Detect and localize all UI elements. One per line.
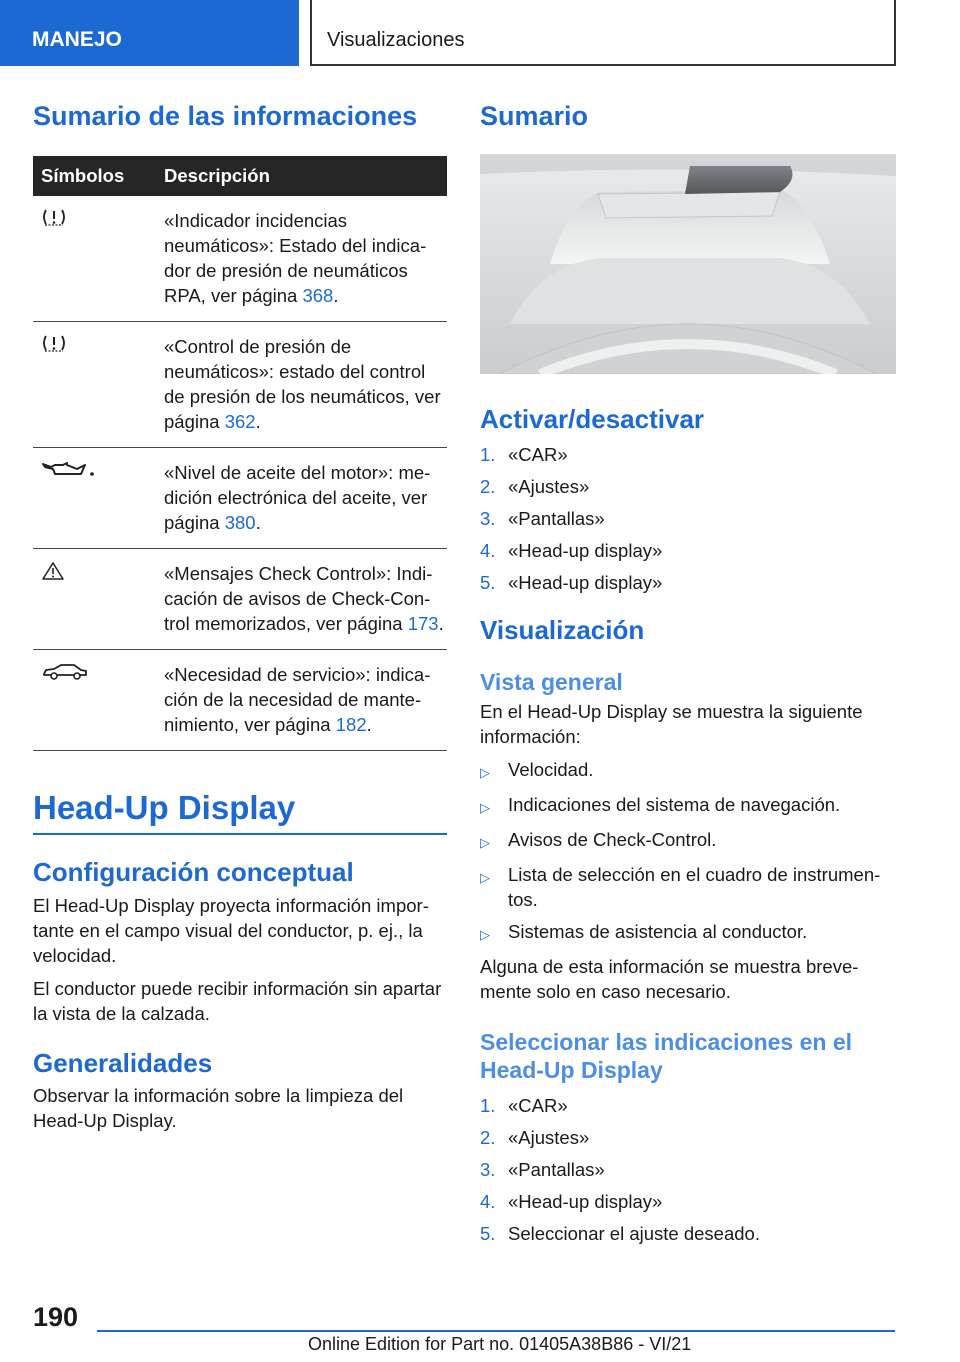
service-car-icon (41, 662, 152, 680)
overview-heading: Vista general (480, 668, 623, 695)
section-tab: MANEJO (0, 0, 299, 66)
page-link[interactable]: 182 (335, 714, 367, 736)
concept-paragraph-2: El conductor puede recibir información sin apartar la vista de la calzada. (33, 977, 442, 1024)
general-paragraph: Observar la información sobre la limpieza del Head-Up Display. (33, 1084, 404, 1131)
table-row (33, 448, 447, 549)
header-underline (310, 64, 896, 66)
list-item: 4. «Head-up display» (480, 1191, 663, 1213)
footer-rule (97, 1330, 895, 1332)
bullet-triangle-icon: ▷ (480, 869, 490, 885)
header-divider (310, 0, 312, 66)
page-link[interactable]: 380 (224, 512, 256, 534)
page-number: 190 (33, 1302, 79, 1332)
right-column (480, 100, 896, 1253)
list-item: ▷ Avisos de Check-Control. (480, 827, 896, 855)
page-title: Visualizaciones (327, 29, 465, 51)
page-link[interactable]: 362 (224, 411, 256, 433)
activate-steps (480, 442, 896, 595)
activate-heading: Activar/desactivar (480, 404, 705, 435)
hud-heading: Head-Up Display (33, 789, 447, 835)
list-item: 3. «Pantallas» (480, 1159, 605, 1181)
select-steps (480, 1093, 896, 1246)
table-row (33, 549, 447, 650)
bullet-triangle-icon: ▷ (480, 834, 490, 850)
table-row (33, 650, 447, 751)
warning-triangle-icon (41, 561, 152, 581)
list-item: 3. «Pantallas» (480, 507, 605, 529)
tire-pressure-warning-icon (41, 208, 152, 226)
list-item: 1. «CAR» (480, 443, 568, 465)
list-item: ▷ Indicaciones del sistema de navegación. (480, 792, 896, 820)
concept-paragraph-1: El Head-Up Display proyecta información importante en el campo visual del conductor, p. ej., la velocidad. (33, 894, 429, 966)
display-heading: Visualización (480, 614, 645, 645)
edition-note: Online Edition for Part no. 01405A38B86 - VI/21 (308, 1334, 692, 1354)
page-link[interactable]: 368 (302, 285, 334, 307)
list-item: ▷ Velocidad. (480, 757, 896, 785)
row-description: «Control de presión de neumáticos»: estado del control de presión de los neumáticos, ver página 362. (160, 322, 447, 448)
list-item: ▷ Lista de selección en el cuadro de instrumentos. (480, 863, 881, 910)
bullet-triangle-icon: ▷ (480, 926, 490, 942)
left-column (33, 100, 447, 1133)
table-row (33, 196, 447, 322)
list-item: 2. «Ajustes» (480, 475, 590, 497)
list-item: ▷ Sistemas de asistencia al conductor. (480, 919, 896, 947)
overview-paragraph: En el Head-Up Display se muestra la siguiente información: (480, 700, 863, 747)
list-item: 5. Seleccionar el ajuste deseado. (480, 1223, 760, 1245)
row-description: «Necesidad de servicio»: indicación de la necesidad de mantenimiento, ver página 182. (160, 650, 447, 751)
oil-can-icon (41, 460, 152, 478)
list-item: 4. «Head-up display» (480, 539, 663, 561)
summary-heading: Sumario de las informaciones (33, 101, 418, 131)
row-description: «Mensajes Check Control»: Indicación de avisos de Check-Control memorizados, ver página 173. (160, 549, 447, 650)
info-bullets (480, 757, 896, 947)
select-heading: Seleccionar las indicaciones en el Head-Up Display (480, 1028, 853, 1084)
list-item: 1. «CAR» (480, 1095, 568, 1117)
hud-photo (480, 154, 896, 374)
symbols-header: Símbolos (33, 156, 160, 196)
bullet-triangle-icon: ▷ (480, 799, 490, 815)
tire-pressure-warning-icon (41, 334, 152, 352)
table-row (33, 322, 447, 448)
list-item: 5. «Head-up display» (480, 571, 663, 593)
page-link[interactable]: 173 (407, 613, 439, 635)
row-description: «Indicador incidencias neumáticos»: Estado del indicador de presión de neumáticos RPA, ver página 368. (160, 196, 447, 322)
row-description: «Nivel de aceite del motor»: medición electrónica del aceite, ver página 380. (160, 448, 447, 549)
concept-heading: Configuración conceptual (33, 857, 354, 888)
bullets-note: Alguna de esta información se muestra brevemente solo en caso necesario. (480, 955, 859, 1002)
bullet-triangle-icon: ▷ (480, 764, 490, 780)
list-item: 2. «Ajustes» (480, 1127, 590, 1149)
description-header: Descripción (160, 156, 447, 196)
symbols-table (33, 156, 447, 751)
general-heading: Generalidades (33, 1047, 213, 1078)
header-divider-right (894, 0, 896, 66)
sumario-heading: Sumario (480, 101, 589, 131)
